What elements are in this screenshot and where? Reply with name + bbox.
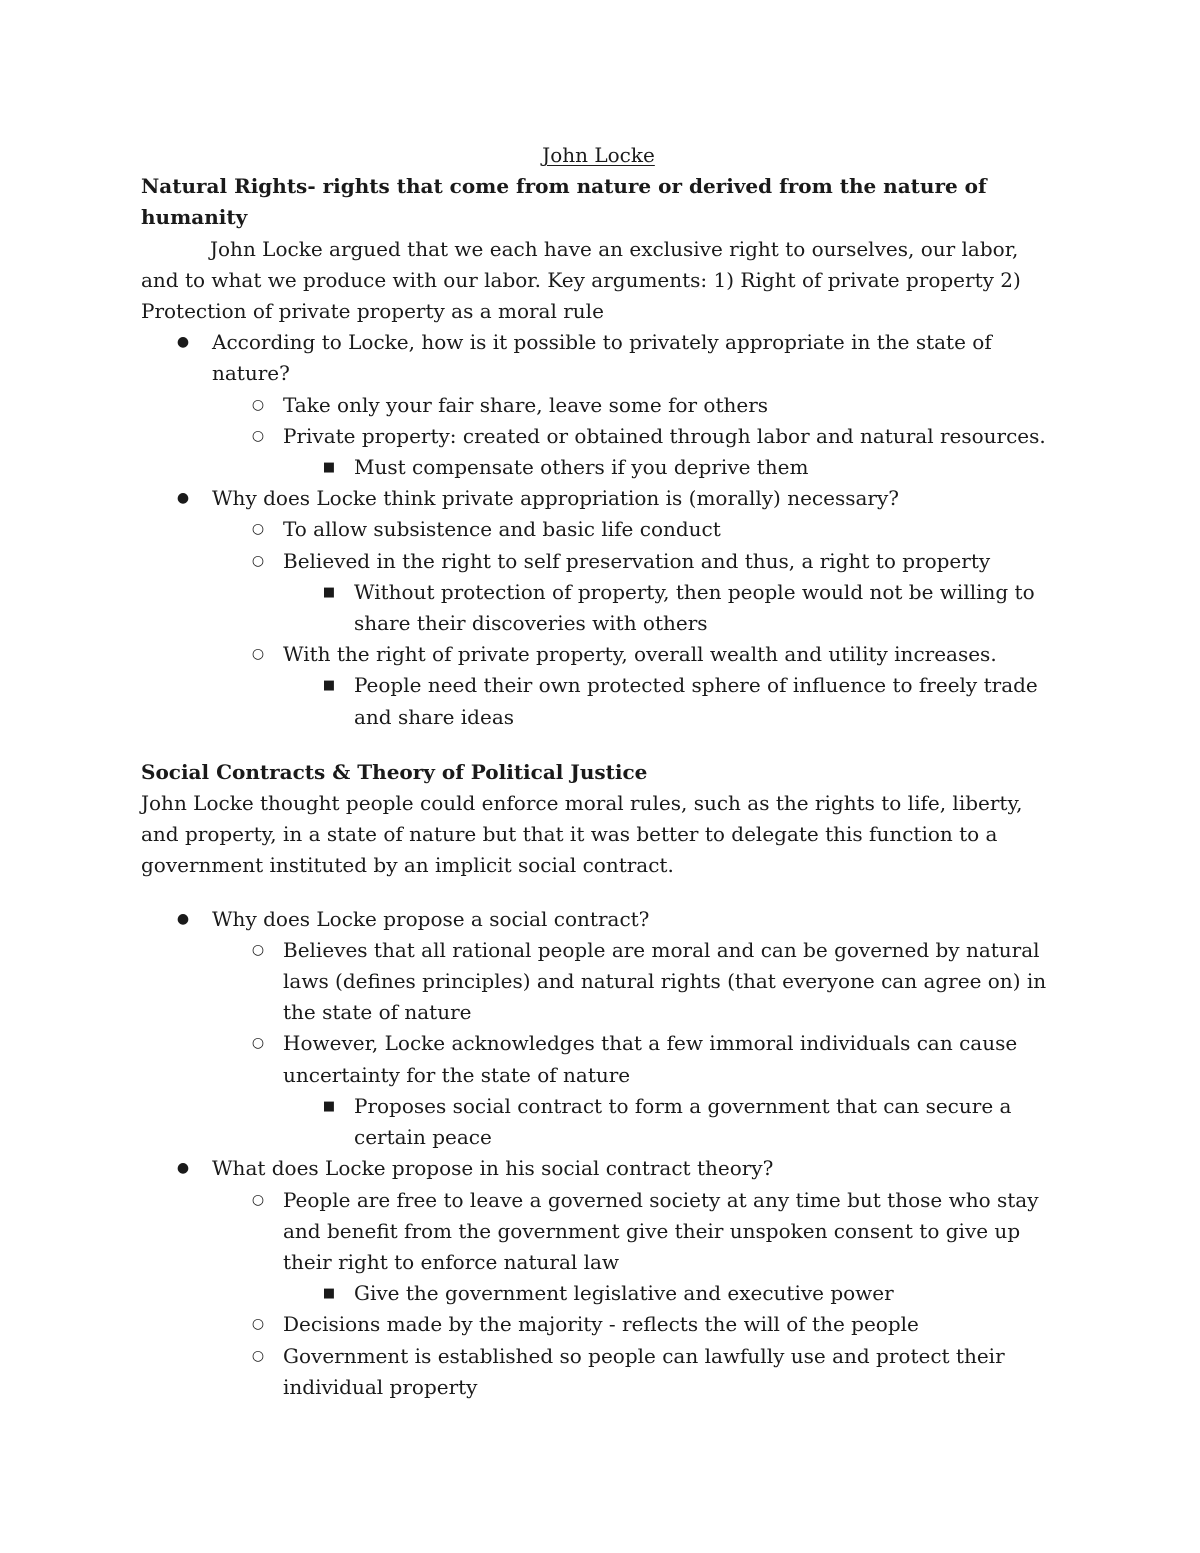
list-item (283, 452, 1056, 483)
list-item-text: What does Locke propose in his social contract theory? (212, 1156, 774, 1181)
square-bullet-icon: ■ (322, 1286, 336, 1302)
bullet-icon: ● (176, 1160, 190, 1177)
list-item-text: Take only your fair share, leave some for others (283, 392, 769, 417)
list-item (212, 1309, 1056, 1340)
list-item-text: However, Locke acknowledges that a few immoral individuals can cause uncertainty for the state of nature (283, 1031, 1018, 1087)
list-item (141, 327, 1056, 483)
sub-list (212, 514, 1056, 732)
circle-bullet-icon: ○ (251, 1347, 265, 1364)
paragraph-spacer (141, 882, 1056, 904)
bullet-icon: ● (176, 910, 190, 927)
list-item-text: Proposes social contract to form a government that can secure a certain peace (354, 1093, 1012, 1150)
sub-sub-list (283, 1278, 1056, 1309)
sub-list (212, 1185, 1056, 1403)
list-item-text: People need their own protected sphere of influence to freely trade and share ideas (354, 673, 1038, 729)
list-item (283, 670, 1056, 732)
list-item (212, 390, 1056, 421)
bullet-icon: ● (176, 334, 190, 351)
section-intro-social-contracts: John Locke thought people could enforce moral rules, such as the rights to life, liberty, and property, in a state of nature but that it was better to delegate this function to a government instituted by an implicit social contract. (141, 791, 1023, 878)
list-item (212, 935, 1056, 1029)
circle-bullet-icon: ○ (251, 1316, 265, 1333)
list-item-text: Give the government legislative and executive power (354, 1281, 894, 1306)
section-spacer (141, 733, 1056, 757)
sub-sub-list (283, 1091, 1056, 1153)
sub-list (212, 935, 1056, 1153)
list-item-text: Government is established so people can lawfully use and protect their individual property (283, 1343, 1005, 1399)
section-heading-natural-rights: Natural Rights- rights that come from nature or derived from the nature of humanity (141, 174, 987, 230)
list-item (212, 1028, 1056, 1153)
list-item (212, 1341, 1056, 1403)
list-item-text: People are free to leave a governed society at any time but those who stay and benefit from the government give their unspoken consent to give up their right to enforce natural law (283, 1187, 1039, 1274)
circle-bullet-icon: ○ (251, 941, 265, 958)
sub-sub-list (283, 577, 1056, 639)
circle-bullet-icon: ○ (251, 552, 265, 569)
list-item (212, 546, 1056, 640)
circle-bullet-icon: ○ (251, 1191, 265, 1208)
list-item-text: Believed in the right to self preservation and thus, a right to property (283, 548, 991, 573)
list-item-text: According to Locke, how is it possible to privately appropriate in the state of nature? (212, 330, 992, 386)
sub-sub-list (283, 670, 1056, 732)
bullet-icon: ● (176, 490, 190, 507)
document-page (141, 140, 1056, 1403)
bullet-list-natural-rights (141, 327, 1056, 733)
circle-bullet-icon: ○ (251, 396, 265, 413)
list-item-text: Private property: created or obtained through labor and natural resources. (283, 423, 1046, 448)
circle-bullet-icon: ○ (251, 521, 265, 538)
list-item (283, 577, 1056, 639)
list-item-text: Decisions made by the majority - reflects the will of the people (283, 1312, 919, 1337)
list-item (141, 483, 1056, 733)
list-item (212, 514, 1056, 545)
section-intro-natural-rights: John Locke argued that we each have an exclusive right to ourselves, our labor, and to what we produce with our labor. Key arguments: 1) Right of private property 2) Protection of private property as a moral rule (141, 236, 1021, 324)
circle-bullet-icon: ○ (251, 427, 265, 444)
list-item (212, 421, 1056, 483)
list-item-text: Believes that all rational people are moral and can be governed by natural laws (defines principles) and natural rights (that everyone can agree on) in the state of nature (283, 937, 1047, 1025)
list-item-text: To allow subsistence and basic life conduct (283, 517, 721, 542)
list-item (212, 639, 1056, 733)
list-item-text: Why does Locke propose a social contract? (212, 906, 650, 931)
square-bullet-icon: ■ (322, 1098, 336, 1114)
section-heading-social-contracts: Social Contracts & Theory of Political Justice (141, 759, 648, 784)
list-item-text: Must compensate others if you deprive them (354, 455, 809, 480)
list-item (283, 1091, 1056, 1153)
list-item (141, 904, 1056, 1154)
list-item (212, 1185, 1056, 1310)
list-item-text: Without protection of property, then people would not be willing to share their discoveries with others (354, 579, 1035, 636)
square-bullet-icon: ■ (322, 678, 336, 694)
sub-list (212, 390, 1056, 484)
page-title: John Locke (542, 143, 655, 167)
list-item-text: With the right of private property, overall wealth and utility increases. (283, 642, 997, 667)
list-item-text: Why does Locke think private appropriation is (morally) necessary? (212, 486, 899, 511)
sub-sub-list (283, 452, 1056, 483)
square-bullet-icon: ■ (322, 584, 336, 600)
circle-bullet-icon: ○ (251, 1035, 265, 1052)
bullet-list-social-contracts (141, 904, 1056, 1403)
list-item (141, 1153, 1056, 1403)
square-bullet-icon: ■ (322, 460, 336, 476)
circle-bullet-icon: ○ (251, 646, 265, 663)
list-item (283, 1278, 1056, 1309)
